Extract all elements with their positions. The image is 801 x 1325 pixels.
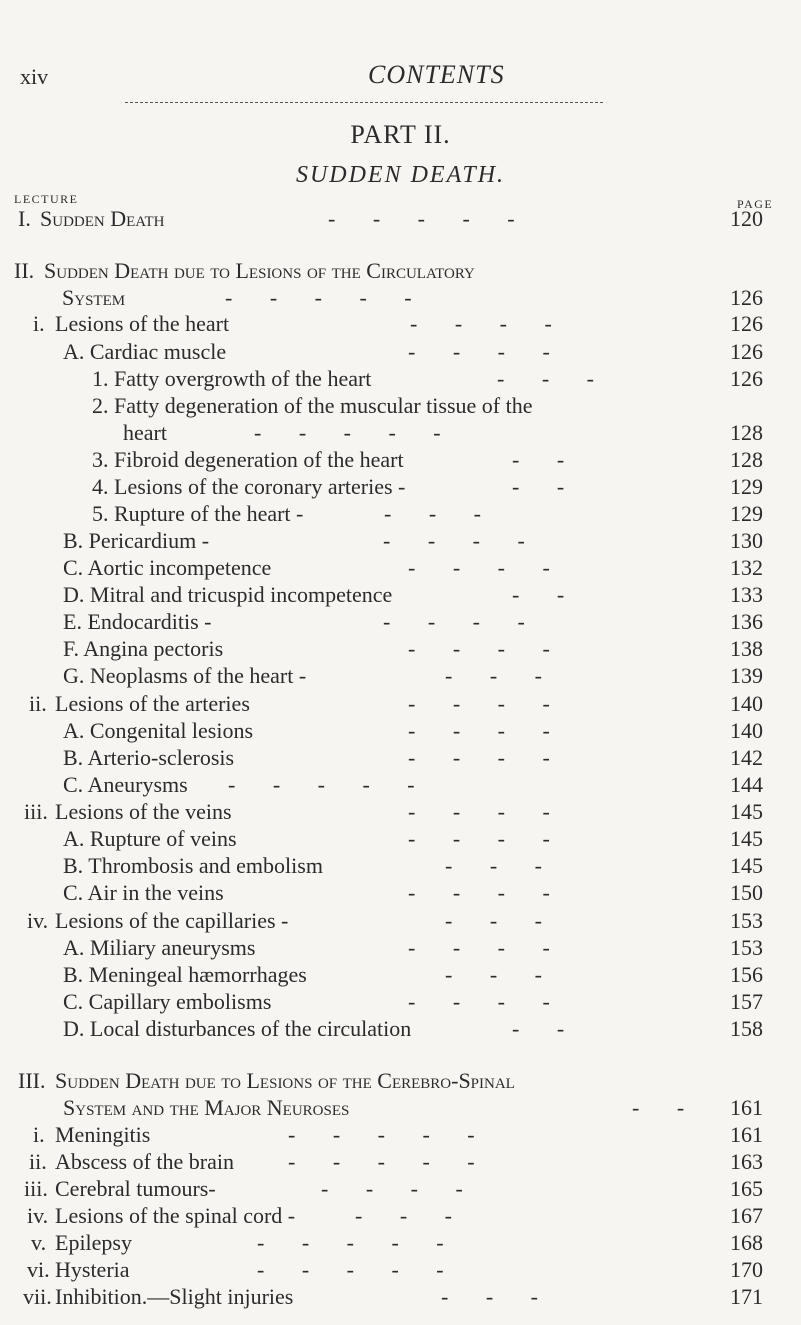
entry-leader: - - - bbox=[355, 1203, 452, 1228]
entry-leader: - - - - bbox=[408, 691, 550, 716]
entry-number: i. bbox=[33, 1122, 45, 1147]
entry-leader: - - - - bbox=[410, 311, 552, 336]
entry-leader: - - - - bbox=[408, 718, 550, 743]
entry-title: B. Thrombosis and embolism bbox=[63, 853, 323, 878]
entry-number: I. bbox=[18, 206, 31, 231]
entry-leader: - - - - bbox=[321, 1176, 463, 1201]
entry-title: G. Neoplasms of the heart - bbox=[63, 663, 307, 688]
entry-leader: - - - - - bbox=[257, 1257, 444, 1282]
toc-entry bbox=[29, 1148, 723, 1176]
entry-title: 2. Fatty degeneration of the muscular tissue of the bbox=[92, 393, 533, 418]
entry-leader: - - - - bbox=[408, 636, 550, 661]
entry-title: 1. Fatty overgrowth of the heart bbox=[92, 366, 372, 391]
toc-entry bbox=[63, 852, 723, 880]
entry-leader: - - - - - bbox=[257, 1230, 444, 1255]
entry-leader: - - - - - bbox=[328, 206, 515, 231]
toc-entry bbox=[123, 419, 723, 447]
entry-leader: - - - - - bbox=[228, 772, 415, 797]
toc-entry bbox=[63, 934, 723, 962]
entry-title: System and the Major Neuroses bbox=[63, 1095, 350, 1120]
entry-leader: - - - - bbox=[408, 880, 550, 905]
entry-title: Inhibition.—Slight injuries bbox=[55, 1284, 294, 1309]
entry-number: II. bbox=[14, 258, 35, 283]
entry-leader: - - bbox=[512, 1016, 565, 1041]
toc-entry bbox=[92, 365, 722, 393]
toc-entry bbox=[63, 581, 723, 609]
entry-title: B. Pericardium - bbox=[63, 528, 210, 553]
entry-leader: - - - - bbox=[408, 339, 550, 364]
entry-leader: - - - - bbox=[408, 555, 550, 580]
entry-title: B. Arterio-sclerosis bbox=[63, 745, 235, 770]
entry-page: 153 bbox=[730, 908, 763, 933]
entry-leader: - - - - bbox=[408, 799, 550, 824]
toc-entry bbox=[63, 988, 723, 1016]
part-subtitle: SUDDEN DEATH. bbox=[295, 162, 506, 188]
toc-entry bbox=[33, 310, 723, 338]
toc-entry bbox=[63, 608, 723, 636]
entry-number: v. bbox=[31, 1230, 47, 1255]
entry-page: 156 bbox=[730, 962, 763, 987]
entry-page: 144 bbox=[730, 772, 763, 797]
toc-entry bbox=[27, 1256, 723, 1284]
entry-leader: - - - - bbox=[408, 745, 550, 770]
toc-entry bbox=[33, 1121, 723, 1149]
entry-title: heart bbox=[123, 420, 167, 445]
entry-leader: - - bbox=[512, 447, 565, 472]
entry-title: B. Meningeal hæmorrhages bbox=[63, 962, 307, 987]
entry-page: 168 bbox=[730, 1230, 763, 1255]
entry-leader: - - - bbox=[445, 908, 542, 933]
toc-entry bbox=[63, 338, 723, 366]
toc-entry bbox=[63, 527, 723, 555]
entry-leader: - - - - bbox=[408, 935, 550, 960]
entry-page: 170 bbox=[730, 1257, 763, 1282]
entry-leader: - - - bbox=[445, 853, 542, 878]
entry-page: 145 bbox=[730, 853, 763, 878]
entry-leader: - - - - - bbox=[288, 1122, 475, 1147]
toc-entry bbox=[63, 635, 723, 663]
entry-title: A. Rupture of veins bbox=[63, 826, 237, 851]
entry-title: C. Air in the veins bbox=[63, 880, 224, 905]
toc-entry bbox=[92, 473, 722, 501]
toc-entry bbox=[14, 257, 794, 285]
entry-page: 138 bbox=[730, 636, 763, 661]
toc-entry bbox=[63, 717, 723, 745]
entry-leader: - - - - bbox=[408, 826, 550, 851]
entry-title: A. Congenital lesions bbox=[63, 718, 254, 743]
toc-entry bbox=[63, 744, 723, 772]
entry-page: 163 bbox=[730, 1149, 763, 1174]
entry-page: 126 bbox=[730, 366, 763, 391]
entry-page: 130 bbox=[730, 528, 763, 553]
toc-entry bbox=[23, 1283, 723, 1311]
entry-page: 150 bbox=[730, 880, 763, 905]
entry-page: 145 bbox=[730, 799, 763, 824]
entry-page: 120 bbox=[730, 206, 763, 231]
entry-page: 126 bbox=[730, 339, 763, 364]
entry-number: ii. bbox=[29, 1149, 47, 1174]
entry-leader: - - - - - bbox=[254, 420, 441, 445]
toc-entry bbox=[63, 1094, 723, 1122]
entry-title: 3. Fibroid degeneration of the heart bbox=[92, 447, 404, 472]
entry-leader: - - - bbox=[445, 962, 542, 987]
entry-title: Epilepsy bbox=[55, 1230, 132, 1255]
toc-entry bbox=[63, 662, 723, 690]
entry-page: 128 bbox=[730, 420, 763, 445]
entry-leader: - - bbox=[512, 474, 565, 499]
entry-page: 153 bbox=[730, 935, 763, 960]
toc-entry bbox=[63, 825, 723, 853]
entry-title: Sudden Death due to Lesions of the Cerebro-Spinal bbox=[55, 1068, 515, 1093]
entry-title: E. Endocarditis - bbox=[63, 609, 212, 634]
entry-leader: - - bbox=[632, 1095, 685, 1120]
entry-page: 167 bbox=[730, 1203, 763, 1228]
toc-entry bbox=[63, 879, 723, 907]
toc-entry bbox=[63, 554, 723, 582]
page-folio: xiv bbox=[20, 64, 49, 89]
entry-number: iii. bbox=[24, 799, 48, 824]
entry-title: Sudden Death due to Lesions of the Circulatory bbox=[44, 258, 475, 283]
toc-entry bbox=[92, 500, 722, 528]
entry-page: 140 bbox=[730, 691, 763, 716]
lecture-column-label: LECTURE bbox=[14, 192, 79, 206]
entry-title: Lesions of the arteries bbox=[55, 691, 250, 716]
toc-entry bbox=[92, 446, 722, 474]
toc-entry bbox=[18, 205, 718, 233]
entry-number: III. bbox=[18, 1068, 46, 1093]
toc-entry bbox=[63, 1015, 723, 1043]
entry-title: A. Cardiac muscle bbox=[63, 339, 227, 364]
entry-title: C. Aneurysms bbox=[63, 772, 188, 797]
entry-number: vi. bbox=[27, 1257, 50, 1282]
entry-title: Sudden Death bbox=[40, 206, 165, 231]
entry-leader: - - bbox=[512, 582, 565, 607]
entry-title: C. Aortic incompetence bbox=[63, 555, 272, 580]
entry-leader: - - - - - bbox=[288, 1149, 475, 1174]
part-heading: PART II. bbox=[350, 120, 451, 149]
entry-leader: - - - bbox=[441, 1284, 538, 1309]
entry-title: D. Mitral and tricuspid incompetence bbox=[63, 582, 393, 607]
entry-leader: - - - - bbox=[383, 609, 525, 634]
entry-leader: - - - - - bbox=[225, 285, 412, 310]
toc-entry bbox=[31, 1229, 723, 1257]
entry-leader: - - - bbox=[497, 366, 594, 391]
toc-entry bbox=[63, 961, 723, 989]
entry-page: 129 bbox=[730, 474, 763, 499]
entry-leader: - - - bbox=[384, 501, 481, 526]
entry-page: 165 bbox=[730, 1176, 763, 1201]
toc-entry bbox=[18, 1067, 798, 1095]
entry-number: iii. bbox=[24, 1176, 48, 1201]
entry-title: D. Local disturbances of the circulation bbox=[63, 1016, 412, 1041]
entry-number: i. bbox=[33, 311, 45, 336]
entry-leader: - - - bbox=[445, 663, 542, 688]
entry-page: 171 bbox=[730, 1284, 763, 1309]
entry-number: ii. bbox=[29, 691, 47, 716]
entry-page: 132 bbox=[730, 555, 763, 580]
entry-title: Hysteria bbox=[55, 1257, 130, 1282]
entry-page: 157 bbox=[730, 989, 763, 1014]
entry-leader: - - - - bbox=[408, 989, 550, 1014]
entry-title: A. Miliary aneurysms bbox=[63, 935, 256, 960]
toc-entry bbox=[29, 690, 723, 718]
entry-number: iv. bbox=[27, 908, 49, 933]
entry-page: 126 bbox=[730, 285, 763, 310]
toc-entry bbox=[27, 907, 723, 935]
entry-title: Lesions of the spinal cord - bbox=[55, 1203, 296, 1228]
entry-page: 145 bbox=[730, 826, 763, 851]
entry-page: 126 bbox=[730, 311, 763, 336]
entry-page: 161 bbox=[730, 1122, 763, 1147]
entry-page: 139 bbox=[730, 663, 763, 688]
entry-title: Lesions of the heart bbox=[55, 311, 230, 336]
entry-page: 161 bbox=[730, 1095, 763, 1120]
entry-title: 4. Lesions of the coronary arteries - bbox=[92, 474, 406, 499]
entry-page: 136 bbox=[730, 609, 763, 634]
entry-title: Lesions of the capillaries - bbox=[55, 908, 289, 933]
entry-number: vii. bbox=[23, 1284, 52, 1309]
entry-title: F. Angina pectoris bbox=[63, 636, 224, 661]
entry-title: Lesions of the veins bbox=[55, 799, 232, 824]
entry-title: Abscess of the brain bbox=[55, 1149, 235, 1174]
entry-title: Meningitis bbox=[55, 1122, 151, 1147]
entry-title: C. Capillary embolisms bbox=[63, 989, 272, 1014]
entry-page: 128 bbox=[730, 447, 763, 472]
entry-title: 5. Rupture of the heart - bbox=[92, 501, 304, 526]
entry-page: 142 bbox=[730, 745, 763, 770]
toc-entry bbox=[63, 771, 723, 799]
entry-page: 129 bbox=[730, 501, 763, 526]
header-rule bbox=[125, 102, 603, 103]
toc-entry bbox=[24, 798, 723, 826]
page-column-label: PAGE bbox=[737, 197, 774, 211]
entry-title: Cerebral tumours- bbox=[55, 1176, 216, 1201]
entry-leader: - - - - bbox=[383, 528, 525, 553]
toc-entry bbox=[92, 392, 722, 420]
entry-title: System bbox=[62, 285, 126, 310]
entry-page: 158 bbox=[730, 1016, 763, 1041]
entry-page: 140 bbox=[730, 718, 763, 743]
toc-entry bbox=[27, 1202, 723, 1230]
toc-entry bbox=[62, 284, 722, 312]
entry-page: 133 bbox=[730, 582, 763, 607]
running-title: CONTENTS bbox=[368, 60, 505, 89]
toc-entry bbox=[24, 1175, 723, 1203]
entry-number: iv. bbox=[27, 1203, 49, 1228]
